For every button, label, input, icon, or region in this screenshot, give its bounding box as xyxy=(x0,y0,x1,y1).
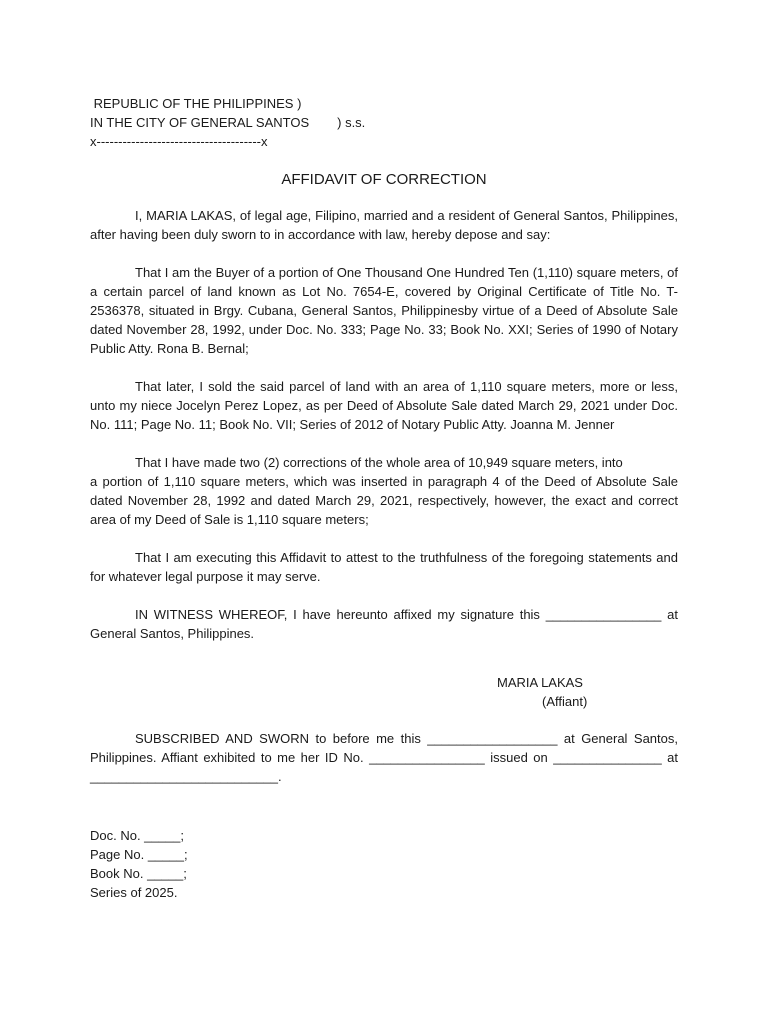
caption-separator: x--------------------------------------x xyxy=(90,134,268,149)
affidavit-document xyxy=(90,94,678,902)
paragraph-corrections-rest: a portion of 1,110 square meters, which was inserted in paragraph 4 of the Deed of Absolute Sale dated November 28, 1992 and dated March 29, 2021, respectively, however, the exact and correct area of my Deed of Sale is 1,110 square meters; xyxy=(90,474,678,527)
paragraph-witness: IN WITNESS WHEREOF, I have hereunto affixed my signature this ________________ at General Santos, Philippines. xyxy=(90,607,678,641)
caption-city xyxy=(90,113,678,132)
notary-series: Series of 2025. xyxy=(90,885,178,900)
paragraph-affiant-intro: I, MARIA LAKAS, of legal age, Filipino, married and a resident of General Santos, Philippines, after having been duly sworn to in accordance with law, hereby depose and say: xyxy=(90,208,678,242)
paragraph-corrections xyxy=(90,453,678,529)
notary-book-no: Book No. _____; xyxy=(90,866,187,881)
caption-republic: REPUBLIC OF THE PHILIPPINES ) xyxy=(90,96,302,111)
affiant-name: MARIA LAKAS xyxy=(497,675,583,690)
paragraph-sale: That later, I sold the said parcel of land with an area of 1,110 square meters, more or less, unto my niece Jocelyn Perez Lopez, as per Deed of Absolute Sale dated March 29, 2021 under Doc. No. 111; Page No. 11; Book No. VII; Series of 2012 of Notary Public Atty. Joanna M. Jenner xyxy=(90,379,678,432)
notary-page-no: Page No. _____; xyxy=(90,847,188,862)
paragraph-purpose: That I am executing this Affidavit to attest to the truthfulness of the foregoing statements and for whatever legal purpose it may serve. xyxy=(90,550,678,584)
notarial-register xyxy=(90,826,678,902)
venue-caption xyxy=(90,94,678,151)
caption-city-name: IN THE CITY OF GENERAL SANTOS xyxy=(90,115,310,130)
paragraph-corrections-first-line: That I have made two (2) corrections of the whole area of 10,949 square meters, into xyxy=(135,455,623,470)
notary-doc-no: Doc. No. _____; xyxy=(90,828,184,843)
signature-block xyxy=(90,673,678,711)
paragraph-purchase: That I am the Buyer of a portion of One Thousand One Hundred Ten (1,110) square meters, of a certain parcel of land known as Lot No. 7654-E, covered by Original Certificate of Title No. T-2536378, situated in Brgy. Cubana, General Santos, Philippinesby virtue of a Deed of Absolute Sale dated November 28, 1992, under Doc. No. 333; Page No. 33; Book No. XXI; Series of 1990 of Notary Public Atty. Rona B. Bernal; xyxy=(90,265,678,356)
document-title: AFFIDAVIT OF CORRECTION xyxy=(281,171,487,188)
affiant-role: (Affiant) xyxy=(542,694,588,709)
paragraph-jurat: SUBSCRIBED AND SWORN to before me this __________________ at General Santos, Philippines. Affiant exhibited to me her ID No. ________________ issued on _______________ at __________________________. xyxy=(90,731,678,784)
caption-ss: ) s.s. xyxy=(337,115,366,130)
